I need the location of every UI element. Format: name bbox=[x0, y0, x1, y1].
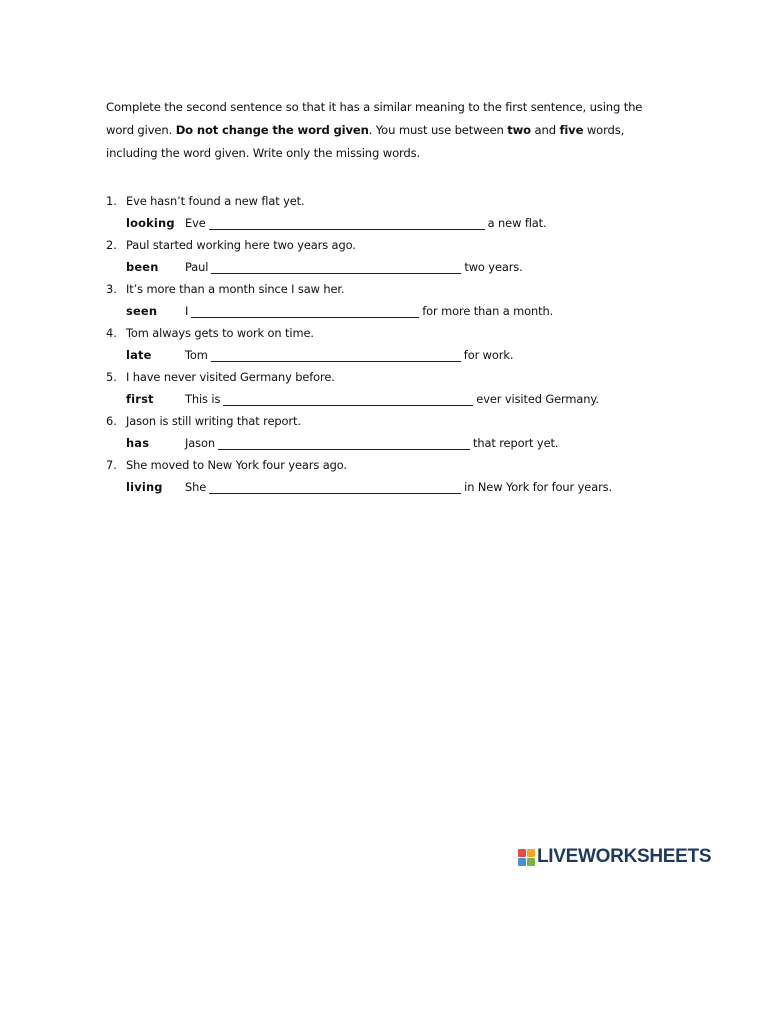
logo-mark-square bbox=[518, 849, 526, 857]
instructions-bold-2: two bbox=[507, 123, 531, 137]
logo-text: LIVEWORKSHEETS bbox=[537, 846, 712, 867]
keyword: first bbox=[126, 392, 154, 406]
answer-blank[interactable] bbox=[218, 435, 470, 450]
question-text: Jason is still writing that report. bbox=[126, 414, 301, 428]
answer-blank[interactable] bbox=[209, 215, 485, 230]
answer-row bbox=[106, 344, 726, 366]
keyword: seen bbox=[126, 304, 158, 318]
keyword: living bbox=[126, 480, 163, 494]
question-number: 6. bbox=[106, 414, 117, 428]
answer-row bbox=[106, 432, 726, 454]
answer-blank[interactable] bbox=[223, 391, 473, 406]
question-sentence bbox=[106, 278, 726, 300]
answer-line bbox=[185, 432, 558, 454]
answer-blank[interactable] bbox=[209, 479, 461, 494]
answer-blank[interactable] bbox=[191, 303, 419, 318]
question-text: Tom always gets to work on time. bbox=[126, 326, 314, 340]
answer-line bbox=[185, 388, 599, 410]
instructions-text-1: Complete the second sentence so that it has a similar meaning to the first sentence, using the word given. bbox=[106, 100, 643, 137]
logo-mark-square bbox=[527, 858, 535, 866]
answer-suffix: for work. bbox=[463, 348, 514, 362]
logo-mark-icon bbox=[518, 849, 535, 866]
question-sentence bbox=[106, 190, 726, 212]
question-number: 2. bbox=[106, 238, 117, 252]
instructions bbox=[106, 96, 666, 165]
question-sentence bbox=[106, 322, 726, 344]
instructions-bold-1: Do not change the word given bbox=[175, 123, 369, 137]
question-sentence bbox=[106, 234, 726, 256]
answer-row bbox=[106, 212, 726, 234]
question-sentence bbox=[106, 454, 726, 476]
question-text: I have never visited Germany before. bbox=[126, 370, 335, 384]
question-number: 5. bbox=[106, 370, 117, 384]
answer-line bbox=[185, 476, 612, 498]
keyword: has bbox=[126, 436, 150, 450]
liveworksheets-logo bbox=[518, 846, 711, 868]
question-number: 4. bbox=[106, 326, 117, 340]
logo-mark-square bbox=[518, 858, 526, 866]
question-sentence bbox=[106, 410, 726, 432]
answer-line bbox=[185, 212, 547, 234]
keyword: late bbox=[126, 348, 152, 362]
answer-line bbox=[185, 256, 523, 278]
answer-line bbox=[185, 344, 513, 366]
question-text: It’s more than a month since I saw her. bbox=[126, 282, 345, 296]
answer-prefix: Tom bbox=[185, 348, 208, 362]
instructions-text-2: . You must use between bbox=[368, 123, 508, 137]
answer-suffix: that report yet. bbox=[472, 436, 559, 450]
answer-suffix: in New York for four years. bbox=[464, 480, 613, 494]
answer-suffix: ever visited Germany. bbox=[476, 392, 599, 406]
answer-blank[interactable] bbox=[211, 259, 461, 274]
exercise-list bbox=[106, 190, 726, 498]
question-number: 1. bbox=[106, 194, 117, 208]
question-text: Paul started working here two years ago. bbox=[126, 238, 356, 252]
instructions-bold-3: five bbox=[559, 123, 584, 137]
question-text: Eve hasn’t found a new flat yet. bbox=[126, 194, 305, 208]
answer-suffix: a new flat. bbox=[487, 216, 547, 230]
question-sentence bbox=[106, 366, 726, 388]
answer-row bbox=[106, 256, 726, 278]
instructions-text-3: and bbox=[531, 123, 560, 137]
answer-row bbox=[106, 300, 726, 322]
question-text: She moved to New York four years ago. bbox=[126, 458, 347, 472]
answer-prefix: Jason bbox=[185, 436, 215, 450]
answer-prefix: This is bbox=[185, 392, 221, 406]
keyword: been bbox=[126, 260, 159, 274]
answer-prefix: Paul bbox=[185, 260, 209, 274]
keyword: looking bbox=[126, 216, 175, 230]
answer-suffix: for more than a month. bbox=[422, 304, 554, 318]
logo-mark-square bbox=[527, 849, 535, 857]
answer-row bbox=[106, 388, 726, 410]
answer-blank[interactable] bbox=[211, 347, 461, 362]
question-number: 7. bbox=[106, 458, 117, 472]
answer-line bbox=[185, 300, 553, 322]
answer-prefix: Eve bbox=[185, 216, 206, 230]
answer-suffix: two years. bbox=[464, 260, 523, 274]
answer-prefix: She bbox=[185, 480, 207, 494]
answer-row bbox=[106, 476, 726, 498]
answer-prefix: I bbox=[185, 304, 189, 318]
question-number: 3. bbox=[106, 282, 117, 296]
instructions-text-4: words, including the word given. Write only the missing words. bbox=[106, 123, 625, 160]
